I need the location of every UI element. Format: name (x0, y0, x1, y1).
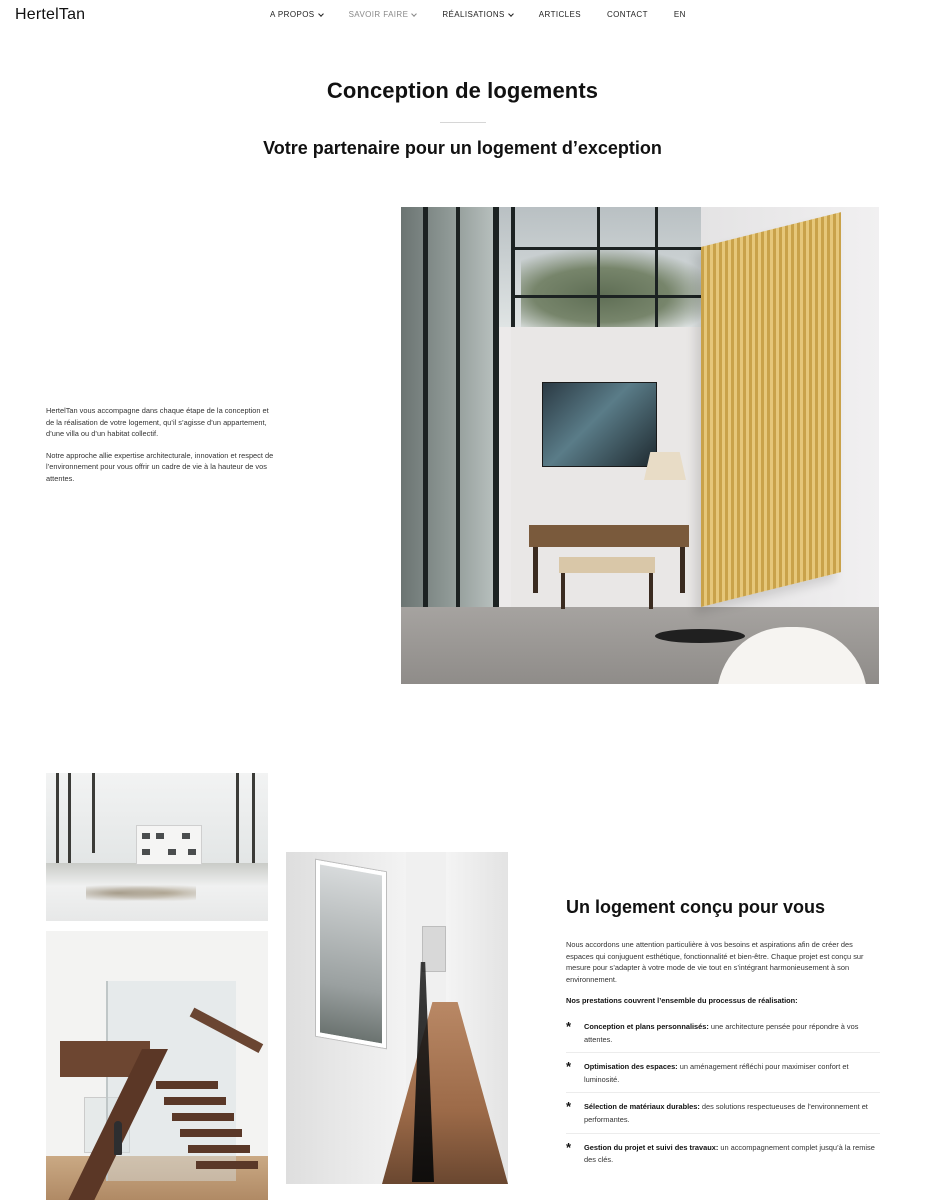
list-item (566, 1140, 880, 1173)
chevron-down-icon (412, 11, 418, 17)
asterisk-icon: * (566, 1019, 572, 1034)
nav-item-savoir-faire[interactable] (349, 10, 417, 19)
main-nav (270, 10, 712, 19)
house-exterior-photo (46, 773, 268, 921)
nav-item-contact[interactable] (607, 10, 648, 19)
nav-label: A PROPOS (270, 10, 315, 19)
asterisk-icon: * (566, 1139, 572, 1155)
nav-item-articles[interactable] (539, 10, 581, 19)
service-label: Gestion du projet et suivi des travaux: (584, 1142, 719, 1152)
intro-paragraph: Notre approche allie expertise architecturale, innovation et respect de l’environnement pour vous offrir un cadre de vie à la hauteur de vos attentes. (46, 450, 274, 483)
service-text: une architecture pensée pour répondre à vos attentes. (584, 1022, 859, 1044)
list-item (566, 1059, 880, 1093)
hallway-photo (286, 852, 508, 1184)
service-label: Conception et plans personnalisés: (584, 1022, 709, 1031)
list-item (566, 1019, 880, 1053)
intro-text (46, 405, 278, 485)
chevron-down-icon (318, 11, 324, 17)
asterisk-icon: * (566, 1059, 572, 1075)
nav-label: CONTACT (606, 10, 648, 19)
section-title: Un logement conçu pour vous (566, 897, 826, 917)
nav-label: SAVOIR FAIRE (348, 10, 409, 19)
chevron-down-icon (508, 11, 514, 17)
page-title: Conception de logements (326, 78, 599, 103)
nav-label: RÉALISATIONS (442, 10, 505, 19)
service-text: un accompagnement complet jusqu’à la remise des clés. (584, 1142, 875, 1165)
wall-art (701, 212, 841, 607)
nav-item-realisations[interactable] (442, 10, 512, 19)
nav-label: EN (673, 10, 686, 19)
service-label: Sélection de matériaux durables: (584, 1102, 700, 1112)
service-text: des solutions respectueuses de l’environnement et performantes. (584, 1102, 868, 1124)
site-logo[interactable]: HertelTan (15, 6, 86, 23)
nav-label: ARTICLES (538, 10, 581, 19)
title-divider (440, 122, 486, 123)
interior-photo (401, 207, 879, 684)
page-subtitle: Votre partenaire pour un logement d’exception (263, 138, 662, 158)
site-header (0, 0, 925, 32)
wall-painting (542, 382, 657, 467)
service-label: Optimisation des espaces: (584, 1062, 678, 1072)
section-description: Nous accordons une attention particulière à vos besoins et aspirations afin de créer des espaces qui conjuguent esthétique, fonctionnalité et bien-être. Chaque projet est conçu sur mesure pour s’adapter à votre mode de vie tout en s’intégrant harmonieusement à son environnement. (566, 940, 864, 984)
service-text: un aménagement réfléchi pour maximiser confort et luminosité. (584, 1062, 849, 1084)
staircase-photo (46, 931, 268, 1200)
asterisk-icon: * (566, 1099, 572, 1115)
intro-paragraph: HertelTan vous accompagne dans chaque étape de la conception et de la réalisation de votre logement, qu’il s’agisse d’un appartement, d’une villa ou d’un habitat collectif. (46, 406, 269, 439)
services-list (566, 1019, 880, 1179)
language-switch[interactable] (674, 10, 686, 19)
list-item (566, 1099, 880, 1133)
services-lead: Nos prestations couvrent l’ensemble du processus de réalisation: (566, 996, 798, 1005)
nav-item-a-propos[interactable] (270, 10, 323, 19)
